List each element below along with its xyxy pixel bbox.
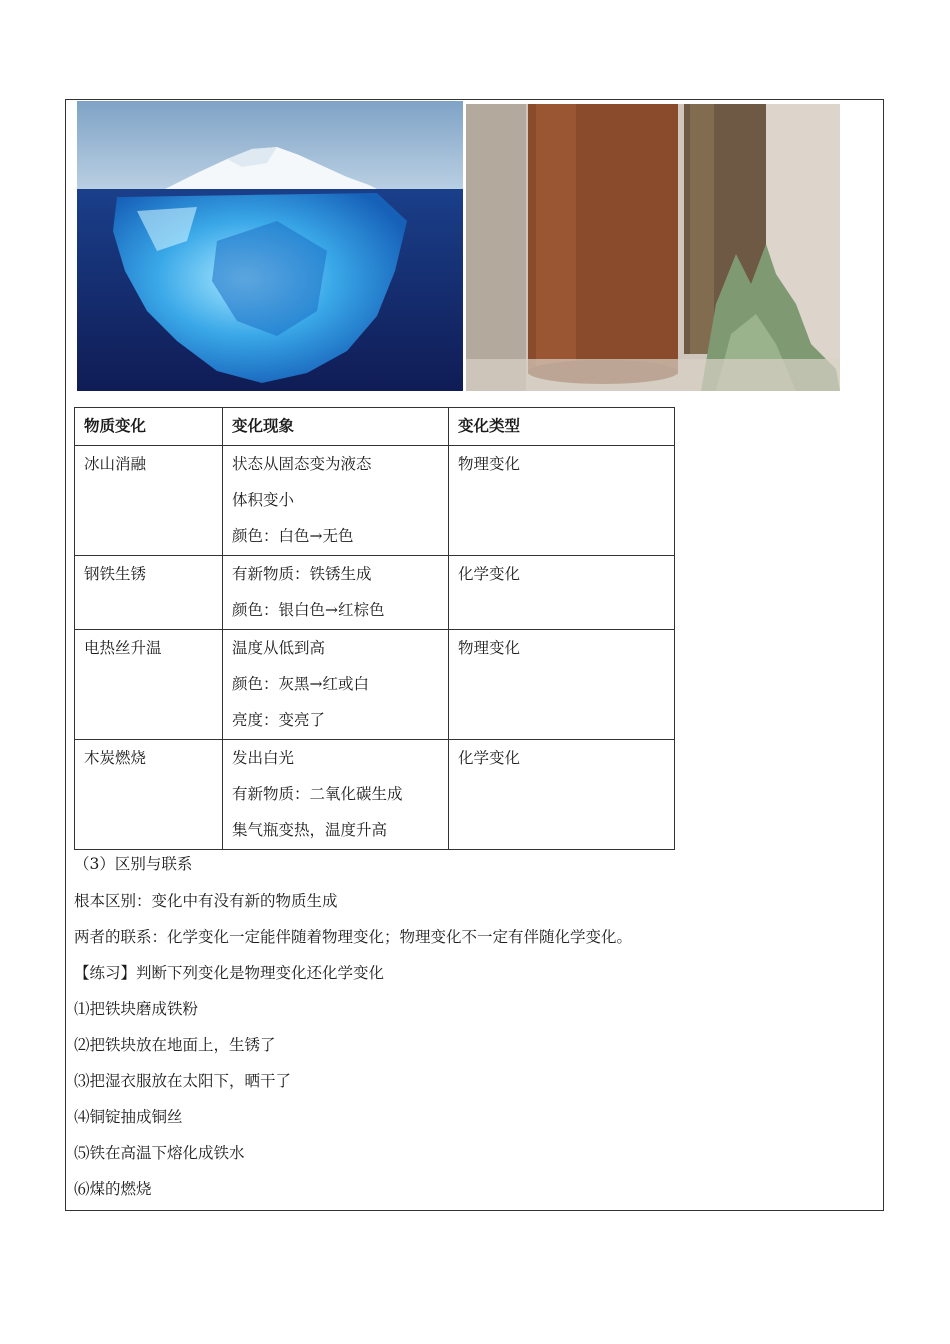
phenomena-cell: 状态从固态变为液态 体积变小 颜色：白色→无色 bbox=[223, 446, 449, 556]
table-row bbox=[75, 740, 675, 850]
change-cell: 钢铁生锈 bbox=[75, 556, 223, 630]
exercise-item: ⑸铁在高温下熔化成铁水 bbox=[74, 1144, 245, 1162]
rusted-pipe-photo bbox=[466, 104, 840, 391]
phenomena-cell: 发出白光 有新物质：二氧化碳生成 集气瓶变热，温度升高 bbox=[223, 740, 449, 850]
exercise-item: ⑴把铁块磨成铁粉 bbox=[74, 1000, 199, 1018]
table-row bbox=[75, 446, 675, 556]
exercise-item: ⑹煤的燃烧 bbox=[74, 1180, 152, 1198]
exercise-item: ⑶把湿衣服放在太阳下，晒干了 bbox=[74, 1072, 292, 1090]
changes-table bbox=[74, 407, 675, 850]
header-cell: 物质变化 bbox=[75, 408, 223, 446]
table-row bbox=[75, 630, 675, 740]
relation-text: 两者的联系：化学变化一定能伴随着物理变化；物理变化不一定有伴随化学变化。 bbox=[74, 928, 633, 946]
table-row bbox=[75, 556, 675, 630]
type-cell: 物理变化 bbox=[449, 630, 675, 740]
difference-text: 根本区别：变化中有没有新的物质生成 bbox=[74, 892, 338, 910]
type-cell: 物理变化 bbox=[449, 446, 675, 556]
header-cell: 变化类型 bbox=[449, 408, 675, 446]
section-heading: （3）区别与联系 bbox=[74, 855, 193, 873]
phenomena-cell: 有新物质：铁锈生成 颜色：银白色→红棕色 bbox=[223, 556, 449, 630]
type-cell: 化学变化 bbox=[449, 740, 675, 850]
iceberg-photo bbox=[77, 101, 463, 391]
change-cell: 冰山消融 bbox=[75, 446, 223, 556]
exercise-item: ⑵把铁块放在地面上，生锈了 bbox=[74, 1036, 276, 1054]
change-cell: 电热丝升温 bbox=[75, 630, 223, 740]
exercise-item: ⑷铜锭抽成铜丝 bbox=[74, 1108, 183, 1126]
change-cell: 木炭燃烧 bbox=[75, 740, 223, 850]
header-cell: 变化现象 bbox=[223, 408, 449, 446]
phenomena-cell: 温度从低到高 颜色：灰黑→红或白 亮度：变亮了 bbox=[223, 630, 449, 740]
type-cell: 化学变化 bbox=[449, 556, 675, 630]
table-header-row bbox=[75, 408, 675, 446]
exercise-title: 【练习】判断下列变化是物理变化还化学变化 bbox=[74, 964, 385, 982]
